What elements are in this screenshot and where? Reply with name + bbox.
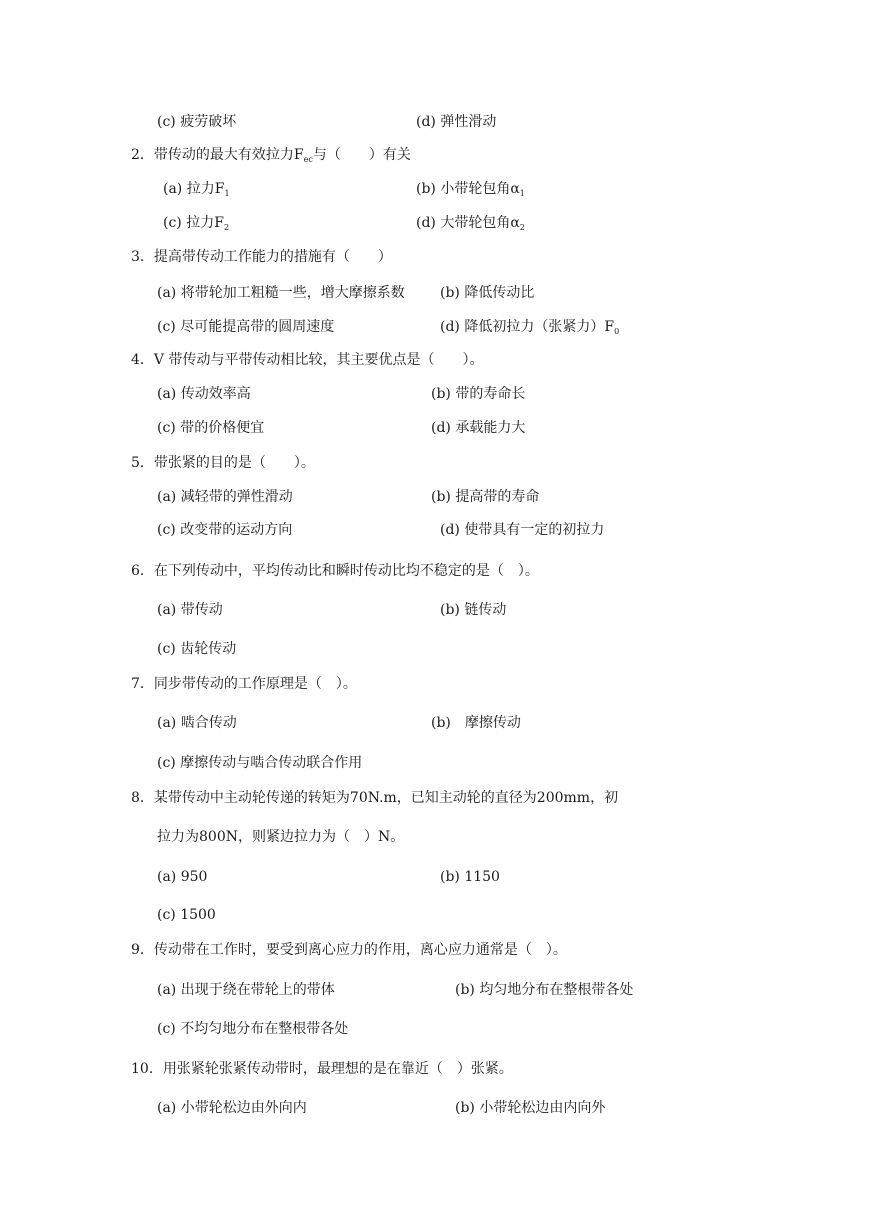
- q9-option-b: (b) 均匀地分布在整根带各处: [455, 982, 634, 998]
- q9-option-a: (a) 出现于绕在带轮上的带体: [157, 982, 335, 998]
- q4-option-c: (c) 带的价格便宜: [157, 420, 265, 436]
- q8-option-b: (b) 1150: [440, 869, 500, 885]
- q3-option-b: (b) 降低传动比: [440, 285, 535, 301]
- q9-option-c: (c) 不均匀地分布在整根带各处: [157, 1021, 349, 1037]
- q4-option-d: (d) 承载能力大: [431, 420, 526, 436]
- q7-option-c: (c) 摩擦传动与啮合传动联合作用: [157, 755, 363, 771]
- q3-stem: 3．提高带传动工作能力的措施有（ ）: [131, 249, 392, 265]
- q3-option-c: (c) 尽可能提高带的圆周速度: [157, 319, 335, 335]
- q7-stem: 7．同步带传动的工作原理是（ ）。: [131, 676, 357, 692]
- q2-option-a: (a) 拉力$F_1$: [163, 181, 230, 198]
- q6-option-c: (c) 齿轮传动: [157, 641, 237, 657]
- q5-option-a: (a) 减轻带的弹性滑动: [157, 489, 293, 505]
- q10-option-a: (a) 小带轮松边由外向内: [157, 1100, 307, 1116]
- q1-option-d: (d) 弹性滑动: [416, 114, 497, 130]
- q7-option-a: (a) 啮合传动: [157, 715, 237, 731]
- q5-option-d: (d) 使带具有一定的初拉力: [440, 522, 605, 538]
- q5-option-c: (c) 改变带的运动方向: [157, 522, 293, 538]
- q4-stem: 4．V 带传动与平带传动相比较，其主要优点是（ ）。: [131, 352, 484, 368]
- q5-stem: 5．带张紧的目的是（ ）。: [131, 455, 315, 471]
- q8-stem-line1: 8．某带传动中主动轮传递的转矩为70N.m，已知主动轮的直径为200mm，初: [131, 790, 619, 806]
- q3-option-d: (d) 降低初拉力（张紧力）$F_0$: [440, 319, 620, 336]
- q3-option-a: (a) 将带轮加工粗糙一些，增大摩擦系数: [157, 285, 405, 301]
- q6-option-b: (b) 链传动: [440, 602, 507, 618]
- q4-option-b: (b) 带的寿命长: [431, 386, 526, 402]
- q10-stem: 10．用张紧轮张紧传动带时，最理想的是在靠近（ ）张紧。: [131, 1061, 513, 1077]
- q2-option-d: (d) 大带轮包角$\alpha_2$: [416, 215, 525, 232]
- q8-option-c: (c) 1500: [157, 907, 216, 923]
- q6-option-a: (a) 带传动: [157, 602, 223, 618]
- q7-option-b: (b) 摩擦传动: [431, 715, 521, 731]
- q2-stem: 2．带传动的最大有效拉力$F_{ec}$与（ ）有关: [131, 147, 411, 164]
- q6-stem: 6．在下列传动中，平均传动比和瞬时传动比均不稳定的是（ ）。: [131, 563, 539, 579]
- q10-option-b: (b) 小带轮松边由内向外: [455, 1100, 606, 1116]
- q8-option-a: (a) 950: [157, 869, 208, 885]
- q1-option-c: (c) 疲劳破坏: [157, 114, 237, 130]
- q5-option-b: (b) 提高带的寿命: [431, 489, 540, 505]
- q9-stem: 9．传动带在工作时，要受到离心应力的作用，离心应力通常是（ ）。: [131, 942, 567, 958]
- q8-stem-line2: 拉力为800N，则紧边拉力为（ ）N。: [157, 829, 405, 845]
- q2-option-c: (c) 拉力$F_2$: [163, 215, 230, 232]
- q2-option-b: (b) 小带轮包角$\alpha_1$: [416, 181, 525, 198]
- q4-option-a: (a) 传动效率高: [157, 386, 251, 402]
